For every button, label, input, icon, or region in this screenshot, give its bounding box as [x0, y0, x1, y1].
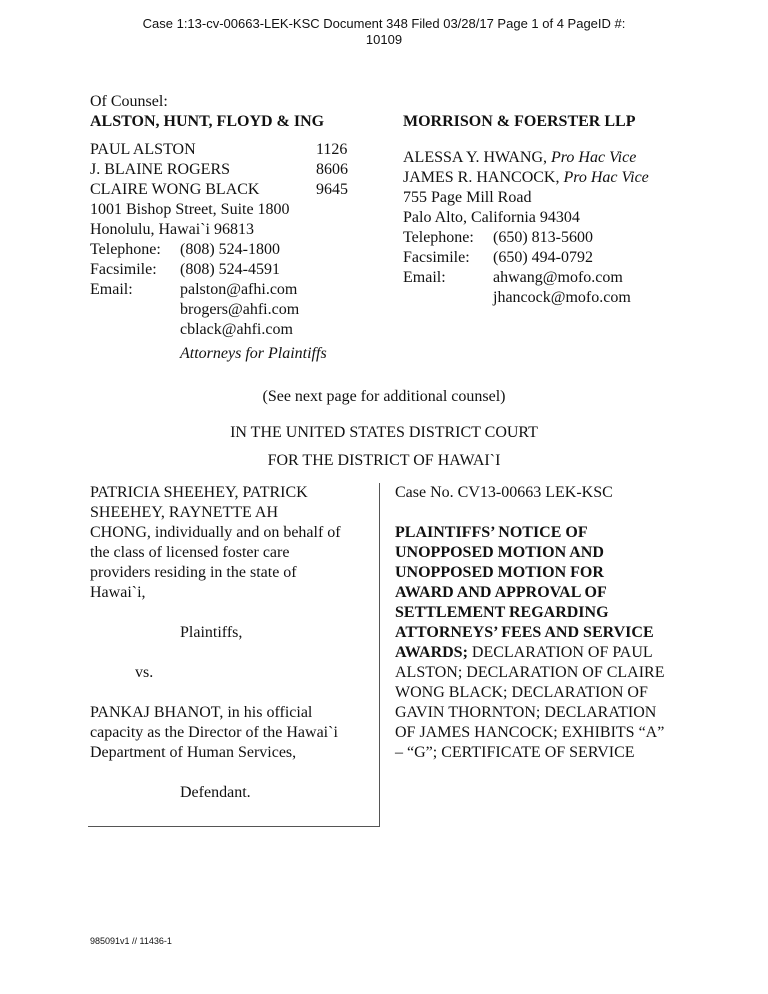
right-address-line2: Palo Alto, California 94304	[403, 209, 580, 226]
court-district: FOR THE DISTRICT OF HAWAI`I	[267, 452, 501, 469]
defendant-label: Defendant.	[180, 784, 251, 801]
left-counsel-block	[90, 92, 360, 364]
right-facsimile	[403, 248, 703, 268]
attorneys-role	[90, 344, 360, 364]
attorney-name: JAMES R. HANCOCK,	[403, 169, 564, 186]
right-telephone	[403, 228, 703, 248]
left-email	[90, 320, 360, 340]
email-label: Email:	[403, 269, 446, 286]
right-address-line1: 755 Page Mill Road	[403, 189, 532, 206]
document-title-line: WONG BLACK; DECLARATION OF	[395, 684, 648, 701]
attorneys-role-text: Attorneys for Plaintiffs	[180, 345, 327, 362]
attorney-name: J. BLAINE ROGERS	[90, 161, 231, 178]
case-number: Case No. CV13-00663 LEK-KSC	[395, 484, 613, 501]
caption-bottom-rule	[88, 826, 380, 827]
right-email	[403, 288, 703, 308]
attorney-row	[90, 160, 360, 180]
document-title-bold: AWARDS;	[395, 644, 468, 661]
telephone-value: (808) 524-1800	[180, 241, 280, 258]
defendant-line: capacity as the Director of the Hawai`i	[90, 724, 338, 741]
telephone-label: Telephone:	[403, 229, 474, 246]
attorney-title: Pro Hac Vice	[563, 169, 649, 186]
facsimile-label: Facsimile:	[90, 261, 157, 278]
facsimile-value: (650) 494-0792	[493, 249, 593, 266]
defendant-line: Department of Human Services,	[90, 744, 297, 761]
attorney-name: ALESSA Y. HWANG,	[403, 149, 552, 166]
attorney-row	[90, 140, 360, 160]
document-title-line: PLAINTIFFS’ NOTICE OF	[395, 524, 588, 541]
plaintiffs-line: SHEEHEY, RAYNETTE AH	[90, 504, 279, 521]
plaintiffs-label: Plaintiffs,	[180, 624, 243, 641]
filing-header-line2: 10109	[365, 32, 403, 47]
email-value: jhancock@mofo.com	[493, 289, 631, 306]
email-label: Email:	[90, 281, 133, 298]
right-firm-name: MORRISON & FOERSTER LLP	[403, 113, 636, 130]
attorney-row	[90, 180, 360, 200]
plaintiffs-line: Hawai`i,	[90, 584, 146, 601]
caption-title-block	[395, 483, 705, 763]
of-counsel-label: Of Counsel:	[90, 93, 168, 110]
attorney-bar-number: 9645	[316, 181, 348, 198]
document-title-line: ATTORNEYS’ FEES AND SERVICE	[395, 624, 654, 641]
left-address-line1: 1001 Bishop Street, Suite 1800	[90, 201, 290, 218]
attorney-name: CLAIRE WONG BLACK	[90, 181, 260, 198]
caption-parties	[90, 483, 378, 803]
filing-header-line1: Case 1:13-cv-00663-LEK-KSC Document 348 Filed 03/28/17 Page 1 of 4 PageID #:	[142, 16, 626, 31]
court-name: IN THE UNITED STATES DISTRICT COURT	[230, 424, 538, 441]
email-value: brogers@ahfi.com	[180, 301, 300, 318]
document-id-footer: 985091v1 // 11436-1	[90, 936, 172, 946]
left-email	[90, 280, 360, 300]
plaintiffs-line: the class of licensed foster care	[90, 544, 290, 561]
telephone-value: (650) 813-5600	[493, 229, 593, 246]
attorney-bar-number: 8606	[316, 161, 348, 178]
attorney-title: Pro Hac Vice	[551, 149, 637, 166]
versus-label: vs.	[135, 664, 154, 681]
facsimile-value: (808) 524-4591	[180, 261, 280, 278]
email-value: palston@afhi.com	[180, 281, 298, 298]
right-counsel-block	[403, 112, 703, 308]
plaintiffs-line: CHONG, individually and on behalf of	[90, 524, 341, 541]
document-title-line: GAVIN THORNTON; DECLARATION	[395, 704, 657, 721]
email-value: ahwang@mofo.com	[493, 269, 623, 286]
right-email	[403, 268, 703, 288]
document-title-line: – “G”; CERTIFICATE OF SERVICE	[395, 744, 635, 761]
document-title-line: OF JAMES HANCOCK; EXHIBITS “A”	[395, 724, 665, 741]
left-telephone	[90, 240, 360, 260]
left-email	[90, 300, 360, 320]
document-title-line: AWARD AND APPROVAL OF	[395, 584, 607, 601]
attorney-bar-number: 1126	[316, 141, 348, 158]
plaintiffs-line: providers residing in the state of	[90, 564, 297, 581]
caption-vertical-rule	[379, 483, 380, 827]
defendant-line: PANKAJ BHANOT, in his official	[90, 704, 313, 721]
email-value: cblack@ahfi.com	[180, 321, 293, 338]
left-firm-name: ALSTON, HUNT, FLOYD & ING	[90, 113, 325, 130]
attorney-row	[403, 148, 703, 168]
document-title-line: UNOPPOSED MOTION FOR	[395, 564, 604, 581]
plaintiffs-line: PATRICIA SHEEHEY, PATRICK	[90, 484, 308, 501]
document-title-line: SETTLEMENT REGARDING	[395, 604, 609, 621]
document-title-rest: DECLARATION OF PAUL	[467, 644, 653, 661]
additional-counsel-note: (See next page for additional counsel)	[262, 388, 506, 405]
document-title-line: UNOPPOSED MOTION AND	[395, 544, 604, 561]
left-facsimile	[90, 260, 360, 280]
telephone-label: Telephone:	[90, 241, 161, 258]
attorney-name: PAUL ALSTON	[90, 141, 196, 158]
left-address-line2: Honolulu, Hawai`i 96813	[90, 221, 254, 238]
document-title-line: ALSTON; DECLARATION OF CLAIRE	[395, 664, 665, 681]
document-title-line	[395, 643, 705, 663]
attorney-row	[403, 168, 703, 188]
facsimile-label: Facsimile:	[403, 249, 470, 266]
